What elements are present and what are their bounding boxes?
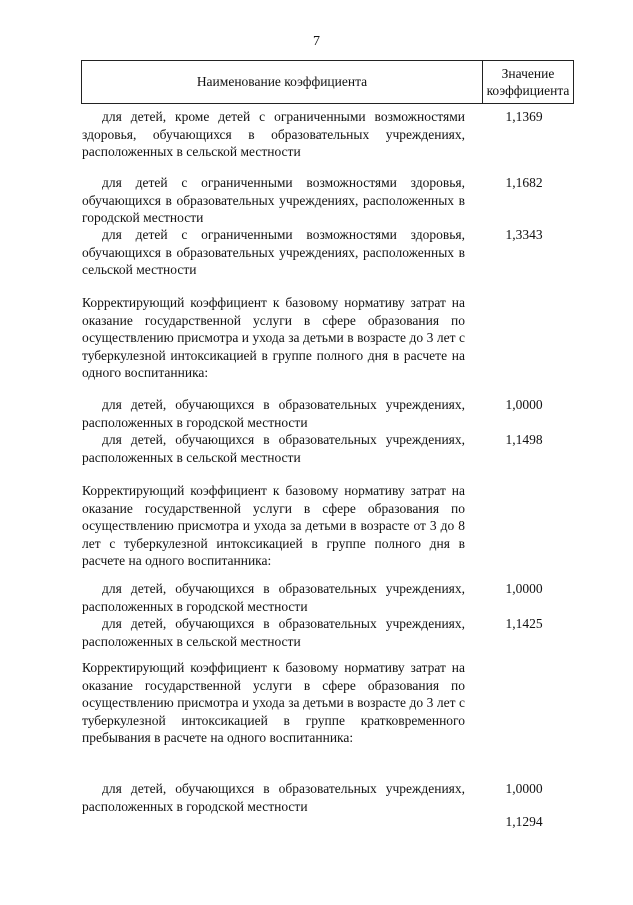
coefficient-group-title: Корректирующий коэффициент к базовому нормативу затрат на оказание государственной услуги в сфере образования по осуществлению присмотра и ухода за детьми в возрасте до 3 лет с туберкулезной интоксикацией в группе полного дня в расчете на одного воспитанника: [82,295,465,380]
column-header-name: Наименование коэффициента [196,74,368,89]
coefficient-name: для детей, кроме детей с ограниченными возможностями здоровья, обучающихся в образовательных учреждениях, расположенных в сельской местности [82,109,465,159]
coefficient-name: для детей, обучающихся в образовательных учреждениях, расположенных в городской местности [82,781,465,814]
coefficient-group-title: Корректирующий коэффициент к базовому нормативу затрат на оказание государственной услуги в сфере образования по осуществлению присмотра и ухода за детьми в возрасте от 3 до 8 лет с туберкулезной интоксикацией в группе полного дня в расчете на одного воспитанника: [82,483,465,568]
coefficient-name: для детей с ограниченными возможностями здоровья, обучающихся в образовательных учреждениях, расположенных в городской местности [82,175,465,225]
coefficient-value: 1,0000 [505,397,543,412]
coefficient-value: 1,1682 [505,175,543,190]
coefficient-value: 1,1294 [505,814,543,829]
coefficient-group-title: Корректирующий коэффициент к базовому нормативу затрат на оказание государственной услуги в сфере образования по осуществлению присмотра и ухода за детьми в возрасте до 3 лет с туберкулезной интоксикацией в группе кратковременного пребывания в расчете на одного воспитанника: [82,660,465,745]
coefficient-value: 1,3343 [505,227,543,242]
coefficient-name: для детей, обучающихся в образовательных учреждениях, расположенных в городской местности [82,397,465,430]
coefficient-name: для детей с ограниченными возможностями здоровья, обучающихся в образовательных учреждениях, расположенных в сельской местности [82,227,465,277]
coefficient-value: 1,1425 [505,616,543,631]
coefficient-value: 1,1369 [505,109,543,124]
column-header-value: Значение коэффициента [486,66,570,98]
page-number: 7 [313,34,320,49]
table-header [81,60,574,104]
coefficient-value: 1,0000 [505,581,543,596]
coefficient-value: 1,1498 [505,432,543,447]
coefficient-name: для детей, обучающихся в образовательных учреждениях, расположенных в сельской местности [82,616,465,649]
coefficient-value: 1,0000 [505,781,543,796]
coefficient-name: для детей, обучающихся в образовательных учреждениях, расположенных в сельской местности [82,432,465,465]
coefficient-name: для детей, обучающихся в образовательных учреждениях, расположенных в городской местности [82,581,465,614]
